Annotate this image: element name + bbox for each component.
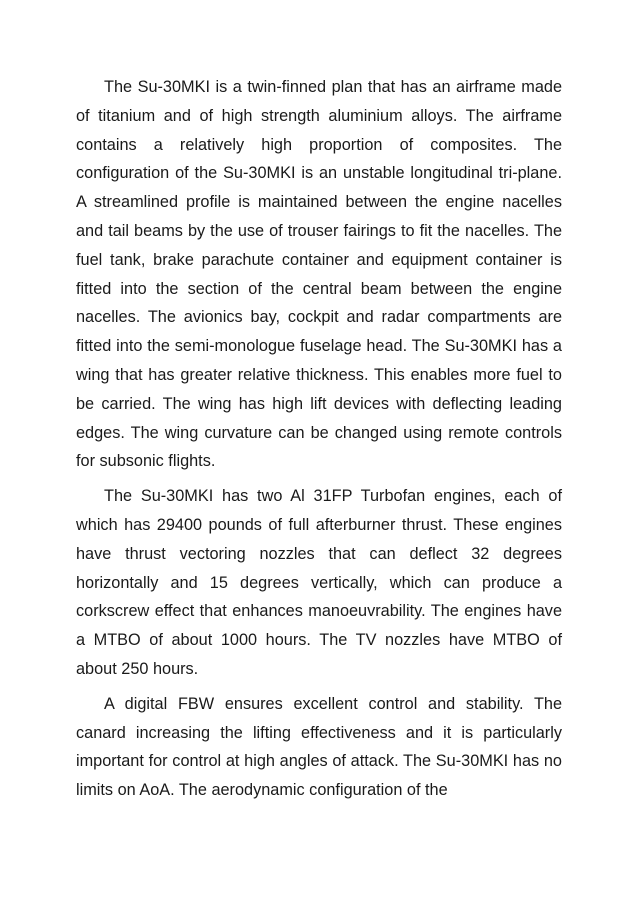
paragraph-fbw-control: A digital FBW ensures excellent control and stability. The canard increasing the lifting effectiveness and it is particularly important for control at high angles of attack. The Su-30MKI has no limits on AoA. The aerodynamic configuration of the [76,694,562,800]
paragraph-airframe: The Su-30MKI is a twin-finned plan that has an airframe made of titanium and of high strength aluminium alloys. The airframe contains a relatively high proportion of composites. The configuration of the Su-30MKI is an unstable longitudinal tri-plane. A streamlined profile is maintained between the engine nacelles and tail beams by the use of trouser fairings to fit the nacelles. The fuel tank, brake parachute container and equipment container is fitted into the section of the central beam between the engine nacelles. The avionics bay, cockpit and radar compartments are fitted into the semi-monologue fuselage head. The Su-30MKI has a wing that has greater relative thickness. This enables more fuel to be carried. The wing has high lift devices with deflecting leading edges. The wing curvature can be changed using remote controls for subsonic flights. [76,78,562,471]
document-body [76,73,562,805]
paragraph-engines: The Su-30MKI has two Al 31FP Turbofan engines, each of which has 29400 pounds of full afterburner thrust. These engines have thrust vectoring nozzles that can deflect 32 degrees horizontally and 15 degrees vertically, which can produce a corkscrew effect that enhances manoeuvrability. The engines have a MTBO of about 1000 hours. The TV nozzles have MTBO of about 250 hours. [76,487,562,678]
